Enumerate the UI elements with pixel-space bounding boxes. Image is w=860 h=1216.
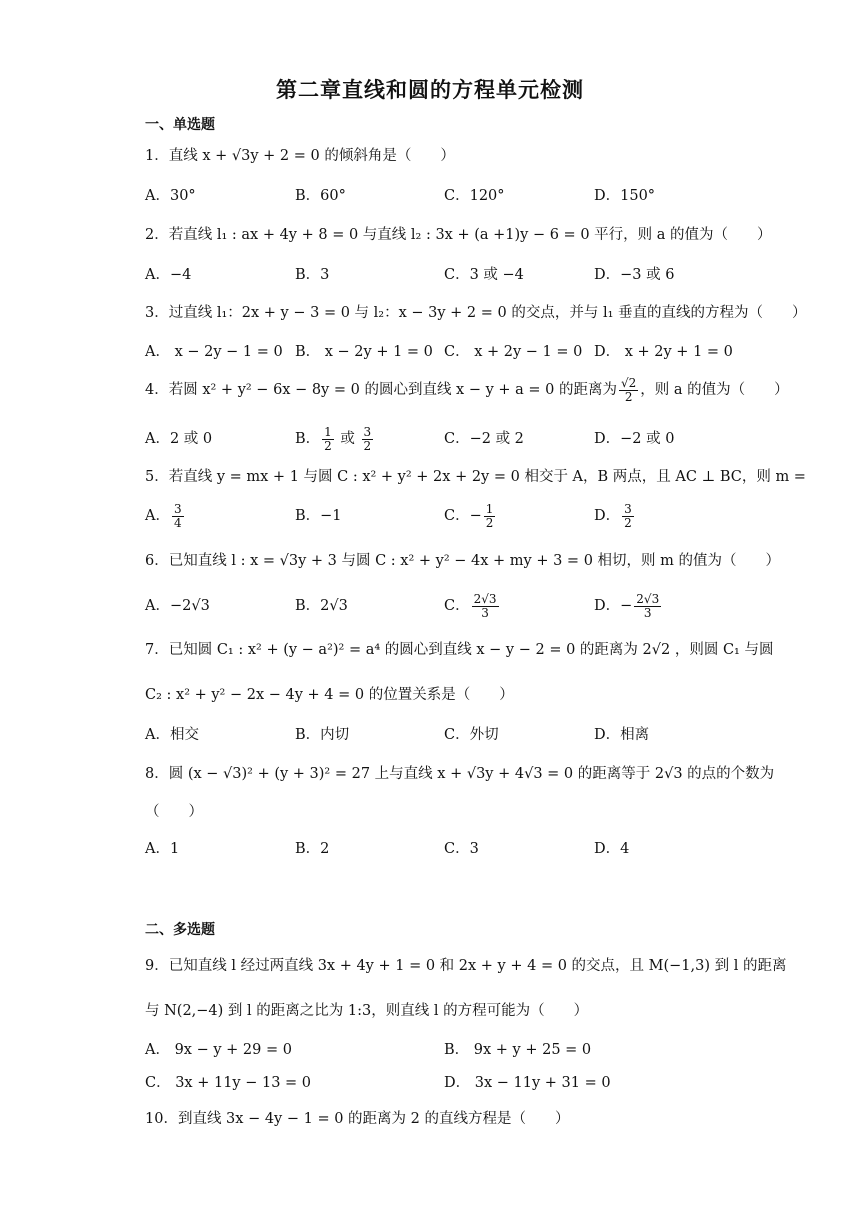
question-6-options bbox=[145, 588, 745, 624]
question-9-option-c[interactable]: C． 3x + 11y − 13 = 0 bbox=[145, 1075, 312, 1091]
question-1-option-d[interactable]: D．150° bbox=[594, 188, 656, 204]
question-4-option-b[interactable]: B． $\frac{1}{2}$ 或 $\frac{3}{2}$ bbox=[295, 424, 372, 453]
question-9-options-row-2 bbox=[145, 1070, 745, 1096]
question-5-options bbox=[145, 498, 745, 534]
question-4-option-a[interactable]: A．2 或 0 bbox=[145, 431, 213, 447]
question-6-option-b[interactable]: B．2√3 bbox=[295, 598, 348, 614]
question-1-option-a[interactable]: A．30° bbox=[145, 188, 196, 204]
question-7-option-b[interactable]: B．内切 bbox=[295, 727, 350, 743]
question-4-fraction: $\frac{√2}{2}$ bbox=[621, 375, 637, 404]
question-7-option-c[interactable]: C．外切 bbox=[444, 727, 499, 743]
question-1-options bbox=[145, 183, 745, 209]
question-5-option-c[interactable]: C．− $\frac{1}{2}$ bbox=[444, 501, 494, 530]
question-7-options bbox=[145, 722, 745, 748]
question-6-option-d[interactable]: D．− $\frac{2√3}{3}$ bbox=[594, 591, 660, 620]
page-title: 第二章直线和圆的方程单元检测 bbox=[276, 78, 584, 102]
question-5-stem: 5．若直线 y = mx + 1 与圆 C : x² + y² + 2x + 2y = 0 相交于 A，B 两点，且 AC ⊥ BC，则 m = bbox=[145, 469, 806, 485]
question-8-option-a[interactable]: A．1 bbox=[145, 841, 180, 857]
question-7-stem-line-2: C₂ : x² + y² − 2x − 4y + 4 = 0 的位置关系是（ ） bbox=[145, 687, 514, 703]
question-1-option-b[interactable]: B．60° bbox=[295, 188, 346, 204]
section-heading-multiple-choice: 二、多选题 bbox=[145, 922, 215, 938]
question-8-option-d[interactable]: D．4 bbox=[594, 841, 630, 857]
question-2-option-a[interactable]: A．−4 bbox=[145, 267, 192, 283]
section-heading-single-choice: 一、单选题 bbox=[145, 117, 215, 133]
question-8-stem-line-2: （ ） bbox=[145, 804, 203, 820]
question-10-stem: 10．到直线 3x − 4y − 1 = 0 的距离为 2 的直线方程是（ ） bbox=[145, 1111, 570, 1127]
question-8-option-b[interactable]: B．2 bbox=[295, 841, 330, 857]
question-9-options-row-1 bbox=[145, 1037, 745, 1063]
question-5-option-b[interactable]: B．−1 bbox=[295, 508, 342, 524]
question-1-option-c[interactable]: C．120° bbox=[444, 188, 505, 204]
question-3-option-c[interactable]: C． x + 2y − 1 = 0 bbox=[444, 344, 583, 360]
question-8-options bbox=[145, 836, 745, 862]
question-4-options bbox=[145, 422, 745, 456]
question-2-option-b[interactable]: B．3 bbox=[295, 267, 330, 283]
question-3-option-b[interactable]: B． x − 2y + 1 = 0 bbox=[295, 344, 433, 360]
question-6-option-a[interactable]: A．−2√3 bbox=[145, 598, 210, 614]
question-4-stem bbox=[145, 374, 789, 406]
question-9-option-b[interactable]: B． 9x + y + 25 = 0 bbox=[444, 1042, 592, 1058]
question-5-option-a[interactable]: A． $\frac{3}{4}$ bbox=[145, 501, 182, 530]
question-3-options bbox=[145, 339, 745, 365]
question-7-option-d[interactable]: D．相离 bbox=[594, 727, 650, 743]
question-2-option-d[interactable]: D．−3 或 6 bbox=[594, 267, 675, 283]
question-4-stem-part-a: 4．若圆 x² + y² − 6x − 8y = 0 的圆心到直线 x − y + a = 0 的距离为 bbox=[145, 382, 618, 398]
question-5-option-d[interactable]: D． $\frac{3}{2}$ bbox=[594, 501, 632, 530]
question-9-stem-line-2: 与 N(2,−4) 到 l 的距离之比为 1:3，则直线 l 的方程可能为（ ） bbox=[145, 1003, 589, 1019]
question-9-stem-line-1: 9．已知直线 l 经过两直线 3x + 4y + 1 = 0 和 2x + y + 4 = 0 的交点，且 M(−1,3) 到 l 的距离 bbox=[145, 958, 787, 974]
question-6-option-c[interactable]: C． $\frac{2√3}{3}$ bbox=[444, 591, 497, 620]
question-7-option-a[interactable]: A．相交 bbox=[145, 727, 199, 743]
question-1-stem: 1．直线 x + √3y + 2 = 0 的倾斜角是（ ） bbox=[145, 148, 455, 164]
question-9-option-d[interactable]: D． 3x − 11y + 31 = 0 bbox=[444, 1075, 611, 1091]
question-2-option-c[interactable]: C．3 或 −4 bbox=[444, 267, 524, 283]
question-7-stem-line-1: 7．已知圆 C₁ : x² + (y − a²)² = a⁴ 的圆心到直线 x − y − 2 = 0 的距离为 2√2 ，则圆 C₁ 与圆 bbox=[145, 642, 774, 658]
question-3-option-d[interactable]: D． x + 2y + 1 = 0 bbox=[594, 344, 733, 360]
question-2-options bbox=[145, 262, 745, 288]
question-3-option-a[interactable]: A． x − 2y − 1 = 0 bbox=[145, 344, 283, 360]
question-4-option-d[interactable]: D．−2 或 0 bbox=[594, 431, 675, 447]
question-8-stem-line-1: 8．圆 (x − √3)² + (y + 3)² = 27 上与直线 x + √3y + 4√3 = 0 的距离等于 2√3 的点的个数为 bbox=[145, 766, 775, 782]
question-4-option-c[interactable]: C．−2 或 2 bbox=[444, 431, 524, 447]
question-8-option-c[interactable]: C．3 bbox=[444, 841, 479, 857]
question-3-stem: 3．过直线 l₁：2x + y − 3 = 0 与 l₂：x − 3y + 2 = 0 的交点，并与 l₁ 垂直的直线的方程为（ ） bbox=[145, 305, 807, 321]
question-9-option-a[interactable]: A． 9x − y + 29 = 0 bbox=[145, 1042, 292, 1058]
question-6-stem: 6．已知直线 l : x = √3y + 3 与圆 C : x² + y² − 4x + my + 3 = 0 相切，则 m 的值为（ ） bbox=[145, 553, 780, 569]
question-4-stem-part-b: ，则 a 的值为（ ） bbox=[640, 382, 789, 398]
question-2-stem: 2．若直线 l₁ : ax + 4y + 8 = 0 与直线 l₂ : 3x + (a +1)y − 6 = 0 平行，则 a 的值为（ ） bbox=[145, 227, 772, 243]
